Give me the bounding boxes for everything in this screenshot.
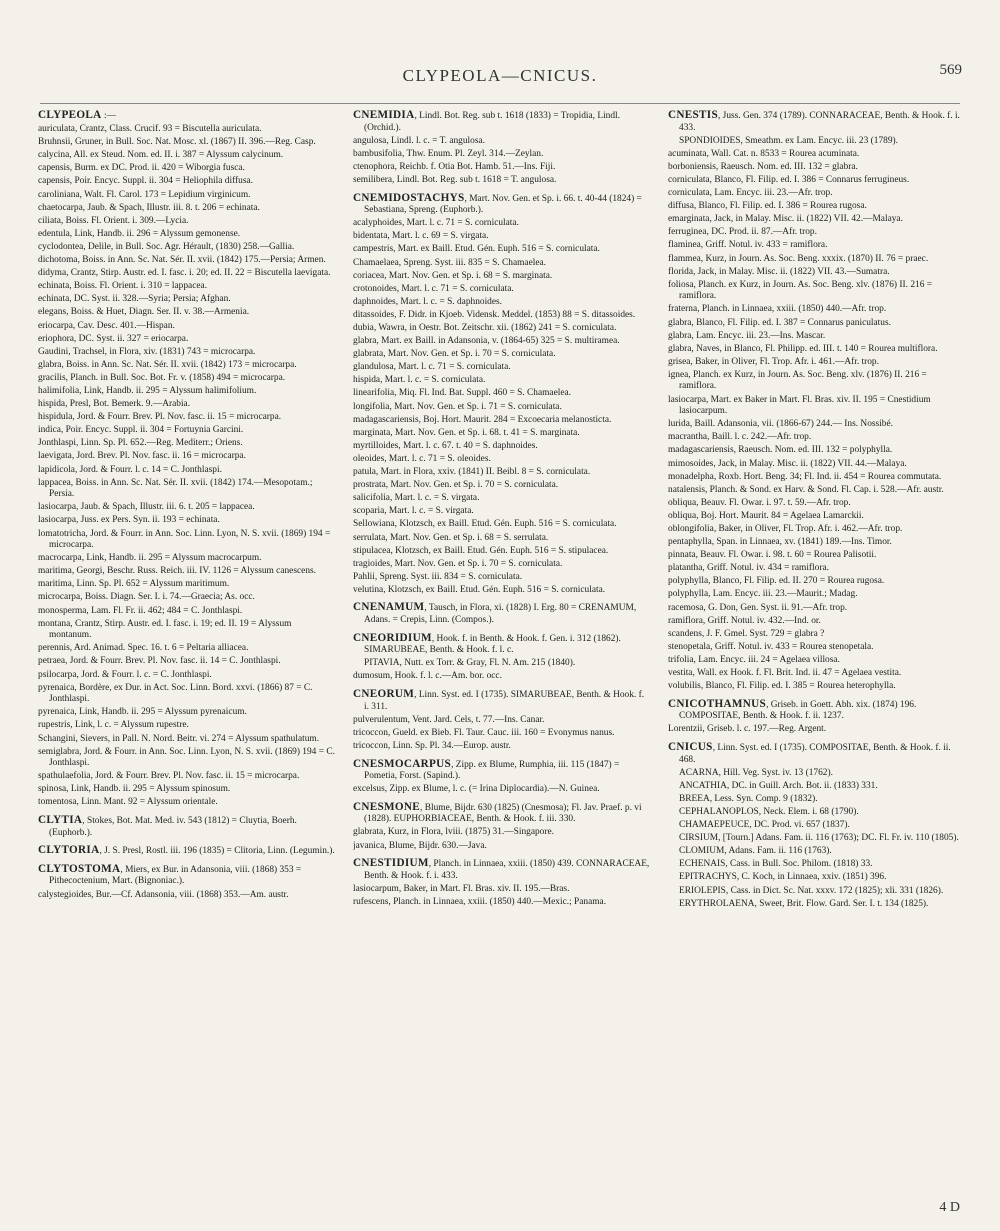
species-entry: tricoccon, Gueld. ex Bieb. Fl. Taur. Cauc. iii. 160 = Evonymus nanus. [353, 727, 615, 738]
species-entry: tricoccon, Linn. Sp. Pl. 34.—Europ. austr. [353, 740, 511, 751]
species-entry: Lorentzii, Griseb. l. c. 197.—Reg. Argent. [668, 724, 827, 735]
species-entry: tomentosa, Linn. Mant. 92 = Alyssum orientale. [38, 797, 218, 808]
species-entry: echinata, Boiss. Fl. Orient. i. 310 = lappacea. [38, 281, 208, 292]
species-entry: auriculata, Crantz, Class. Crucif. 93 = Biscutella auriculata. [38, 124, 262, 135]
species-entry: ditassoides, F. Didr. in Kjoeb. Vidensk. Meddel. (1853) 88 = S. ditassoides. [353, 309, 636, 320]
species-entry: calystegioides, Bur.—Cf. Adansonia, viii. (1868) 353.—Am. austr. [38, 889, 289, 900]
species-entry: dubia, Wawra, in Oestr. Bot. Zeitschr. xii. (1862) 241 = S. corniculata. [353, 323, 617, 333]
species-entry: foliosa, Planch. ex Kurz, in Journ. As. Soc. Beng. xlv. (1876) II. 216 = ramiflora. [668, 279, 933, 302]
species-entry: psilocarpa, Jord. & Fourr. l. c. = C. Jonthlaspi. [38, 669, 212, 680]
species-entry: madagascariensis, Raeusch. Nom. ed. III. 132 = polyphylla. [668, 445, 893, 456]
page-header [0, 0, 1000, 100]
species-entry: pulverulentum, Vent. Jard. Cels, t. 77.—Ins. Canar. [353, 714, 545, 725]
species-entry: glabra, Boiss. in Ann. Sc. Nat. Sér. II. xvii. (1842) 173 = microcarpa. [38, 359, 297, 370]
species-entry: salicifolia, Mart. l. c. = S. virgata. [353, 493, 480, 504]
species-entry: macrocarpa, Link, Handb. ii. 295 = Alyssum macrocarpum. [38, 553, 262, 564]
species-entry: glandulosa, Mart. l. c. 71 = S. corniculata. [353, 362, 511, 373]
genus-citation: , Mart. Nov. Gen. et Sp. i. 66. t. 40-44 (1824) = Sebastiana, Spreng. (Euphorb.). [364, 193, 642, 216]
species-entry: spinosa, Link, Handb. ii. 295 = Alyssum spinosum. [38, 784, 231, 795]
species-entry: vestita, Wall. ex Hook. f. Fl. Brit. Ind. ii. 47 = Agelaea vestita. [668, 668, 902, 679]
genus-entry [38, 845, 336, 858]
genus-citation: , Stokes, Bot. Mat. Med. iv. 543 (1812) = Cluytia, Boerh. (Euphorb.). [49, 816, 297, 838]
species-entry: capensis, Burm. ex DC. Prod. ii. 420 = Wiborgia fusca. [38, 163, 245, 174]
species-entry: Bruhnsii, Gruner, in Bull. Soc. Nat. Mosc. xl. (1867) II. 396.—Reg. Casp. [38, 137, 316, 148]
species-entry: mimosoides, Jack, in Malay. Misc. ii. (1822) VII. 44.—Malaya. [668, 458, 907, 469]
species-entry: oleoides, Mart. l. c. 71 = S. oleoides. [353, 453, 491, 464]
species-entry: capensis, Poir. Encyc. Suppl. ii. 304 = Heliophila diffusa. [38, 176, 253, 187]
species-entry: maritima, Georgi, Beschr. Russ. Reich. iii. IV. 1126 = Alyssum canescens. [38, 566, 316, 577]
species-entry: oblongifolia, Baker, in Oliver, Fl. Trop. Afr. i. 462.—Afr. trop. [668, 524, 903, 534]
genus-name: CLYTORIA [38, 844, 100, 857]
column-right [668, 110, 963, 1182]
species-entry: hispidula, Jord. & Fourr. Brev. Pl. Nov. fasc. ii. 15 = microcarpa. [38, 412, 282, 423]
species-entry: emarginata, Jack, in Malay. Misc. ii. (1822) VII. 42.—Malaya. [668, 214, 903, 225]
species-entry: Sellowiana, Klotzsch, ex Baill. Etud. Gén. Euph. 516 = S. corniculata. [353, 519, 617, 530]
species-entry: florida, Jack, in Malay. Misc. ii. (1822) VII. 43.—Sumatra. [668, 266, 890, 277]
species-entry: corniculata, Lam. Encyc. iii. 23.—Afr. trop. [668, 188, 833, 199]
species-entry: volubilis, Blanco, Fl. Filip. ed. I. 385 = Rourea heterophylla. [668, 681, 896, 692]
species-entry: diffusa, Blanco, Fl. Filip. ed. I. 386 = Rourea rugosa. [668, 201, 867, 212]
species-entry: monosperma, Lam. Fl. Fr. ii. 462; 484 = C. Jonthlaspi. [38, 605, 243, 616]
species-entry: scoparia, Mart. l. c. = S. virgata. [353, 506, 474, 517]
species-entry: velutina, Klotzsch, ex Baill. Etud. Gén. Euph. 516 = S. corniculata. [353, 584, 606, 595]
page-number: 569 [939, 62, 962, 78]
species-entry: pyrenaica, Link, Handb. ii. 295 = Alyssum pyrenaicum. [38, 707, 247, 718]
species-entry: excelsus, Zipp. ex Blume, l. c. (= Irina Diplocardia).—N. Guinea. [353, 784, 600, 795]
genus-entry [353, 633, 651, 657]
genus-name: CLYTOSTOMA [38, 862, 121, 875]
species-entry: indica, Poir. Encyc. Suppl. ii. 304 = Fortuynia Garcini. [38, 425, 244, 436]
genus-entry [38, 864, 336, 888]
species-entry: linearifolia, Miq. Fl. Ind. Bat. Suppl. 460 = S. Chamaelea. [353, 388, 572, 399]
synonym-genus: ACARNA, Hill. Veg. Syst. iv. 13 (1762). [679, 767, 833, 778]
header-rule [40, 103, 960, 104]
species-entry: serrulata, Mart. Nov. Gen. et Sp. i. 68 = S. serrulata. [353, 532, 549, 543]
species-entry: macrantha, Baill. l. c. 242.—Afr. trop. [668, 432, 812, 443]
genus-name: CNEMIDIA [353, 110, 415, 121]
genus-entry [353, 858, 651, 882]
species-entry: chaetocarpa, Jaub. & Spach, Illustr. iii. 8. t. 206 = echinata. [38, 202, 260, 213]
species-entry: tragioides, Mart. Nov. Gen. et Sp. i. 70 = S. corniculata. [353, 558, 563, 569]
species-entry: ciliata, Boiss. Fl. Orient. i. 309.—Lycia. [38, 215, 189, 226]
species-entry: marginata, Mart. Nov. Gen. et Sp. i. 68. t. 41 = S. marginata. [353, 427, 580, 438]
synonym-genus: ERIOLEPIS, Cass. in Dict. Sc. Nat. xxxv. 172 (1825); xli. 331 (1826). [679, 885, 944, 896]
running-title: CLYPEOLA—CNICUS. [402, 66, 598, 85]
species-entry: halimifolia, Link, Handb. ii. 295 = Alyssum halimifolium. [38, 385, 257, 396]
genus-name: CNESTIS [668, 110, 718, 121]
species-entry: Pahlii, Spreng. Syst. iii. 834 = S. corniculata. [353, 571, 523, 582]
genus-entry [668, 110, 963, 134]
genus-entry [353, 689, 651, 713]
genus-citation: , Tausch, in Flora, xi. (1828) I. Erg. 80 = CRENAMUM, Adans. = Crepis, Linn. (Compos.). [364, 603, 637, 626]
species-entry: lomatotricha, Jord. & Fourr. in Ann. Soc. Linn. Lyon, N. S. xvii. (1869) 194 = microcarpa. [38, 528, 331, 551]
species-entry: dumosum, Hook. f. l. c.—Am. bor. occ. [353, 671, 502, 682]
species-entry: eriocarpa, Cav. Desc. 401.—Hispan. [38, 320, 175, 331]
genus-citation: , J. S. Presl, Rostl. iii. 196 (1835) = Clitoria, Linn. (Legumin.). [99, 846, 335, 857]
species-entry: corniculata, Blanco, Fl. Filip. ed. I. 386 = Connarus ferrugineus. [668, 174, 910, 185]
species-entry: glabra, Naves, in Blanco, Fl. Philipp. ed. III. t. 140 = Rourea multiflora. [668, 343, 938, 354]
genus-name: CNICOTHAMNUS [668, 697, 767, 710]
genus-name: CNEORIDIUM [353, 631, 432, 644]
species-entry: coriacea, Mart. Nov. Gen. et Sp. i. 68 = S. marginata. [353, 270, 553, 281]
genus-name: CNICUS [668, 741, 713, 753]
genus-citation: , Blume, Bijdr. 630 (1825) (Cnesmosa); Fl. Jav. Praef. p. vi (1828). EUPHORBIACEAE, Benth. & Hook. f. iii. 330. [364, 802, 642, 825]
species-entry: lapidicola, Jord. & Fourr. l. c. 14 = C. Jonthlaspi. [38, 464, 222, 475]
species-entry: Gaudini, Trachsel, in Flora, xiv. (1831) 743 = microcarpa. [38, 346, 256, 357]
species-entry: bambusifolia, Thw. Enum. Pl. Zeyl. 314.—Zeylan. [353, 148, 544, 159]
species-entry: obliqua, Boj. Hort. Maurit. 84 = Agelaea Lamarckii. [668, 510, 864, 521]
species-entry: rupestris, Link, l. c. = Alyssum rupestre. [38, 720, 189, 731]
synonym-genus: SPONDIOIDES, Smeathm. ex Lam. Encyc. iii. 23 (1789). [679, 135, 898, 146]
species-entry: petraea, Jord. & Fourr. Brev. Pl. Nov. fasc. ii. 14 = C. Jonthlaspi. [38, 656, 281, 667]
genus-citation: , Lindl. Bot. Reg. sub t. 1618 (1833) = Tropidia, Lindl. (Orchid.). [364, 111, 621, 133]
species-entry: racemosa, G. Don, Gen. Syst. ii. 91.—Afr. trop. [668, 602, 848, 613]
genus-entry [353, 759, 651, 783]
species-entry: eriophora, DC. Syst. ii. 327 = eriocarpa. [38, 333, 189, 344]
species-entry: pyrenaica, Bordère, ex Dur. in Act. Soc. Linn. Bord. xxvi. (1866) 87 = C. Jonthlaspi. [38, 682, 313, 705]
species-entry: glabra, Blanco, Fl. Filip. ed. I. 387 = Connarus paniculatus. [668, 317, 891, 328]
species-entry: pentaphylla, Span. in Linnaea, xv. (1841) 189.—Ins. Timor. [668, 537, 892, 548]
index-columns [38, 110, 963, 1182]
species-entry: lasiocarpum, Baker, in Mart. Fl. Bras. xiv. II. 195.—Bras. [353, 883, 570, 894]
synonym-genus: CIRSIUM, [Tourn.] Adans. Fam. ii. 116 (1763); DC. Fl. Fr. iv. 110 (1805). [679, 833, 959, 844]
species-entry: fraterna, Planch. in Linnaea, xxiii. (1850) 440.—Afr. trop. [668, 304, 887, 315]
species-entry: hispida, Mart. l. c. = S. corniculata. [353, 375, 486, 386]
synonym-genus: PITAVIA, Nutt. ex Torr. & Gray, Fl. N. Am. 215 (1840). [364, 658, 576, 669]
genus-entry [353, 110, 651, 134]
genus-entry [38, 110, 336, 123]
genus-name: CNEORUM [353, 688, 415, 701]
synonym-genus: CLOMIUM, Adans. Fam. ii. 116 (1763). [679, 846, 832, 857]
column-middle [353, 110, 651, 1182]
species-entry: gracilis, Planch. in Bull. Soc. Bot. Fr. v. (1858) 494 = microcarpa. [38, 372, 286, 383]
species-entry: lurida, Baill. Adansonia, vii. (1866-67) 244.— Ins. Nossibé. [668, 419, 893, 430]
genus-citation: , Planch. in Linnaea, xxiii. (1850) 439. CONNARACEAE, Benth. & Hook. f. i. 433. [364, 859, 650, 881]
species-entry: lappacea, Boiss. in Ann. Sc. Nat. Sér. II. xvii. (1842) 174.—Mesopotam.; Persia. [38, 477, 313, 500]
species-entry: rufescens, Planch. in Linnaea, xxiii. (1850) 440.—Mexic.; Panama. [353, 896, 607, 907]
species-entry: glabrata, Mart. Nov. Gen. et Sp. i. 70 = S. corniculata. [353, 349, 556, 360]
species-entry: Schangini, Sievers, in Pall. N. Nord. Beitr. vi. 274 = Alyssum spathulatum. [38, 733, 320, 744]
synonym-genus: EPITRACHYS, C. Koch, in Linnaea, xxiv. (1851) 396. [679, 872, 887, 883]
species-entry: caroliniana, Walt. Fl. Carol. 173 = Lepidium virginicum. [38, 189, 251, 200]
genus-name: CNESTIDIUM [353, 857, 429, 870]
genus-entry [668, 742, 963, 766]
species-entry: pinnata, Beauv. Fl. Owar. i. 98. t. 60 = Rourea Palisotii. [668, 550, 877, 561]
species-entry: daphnoides, Mart. l. c. = S. daphnoides. [353, 296, 503, 307]
species-entry: hispida, Presl, Bot. Bemerk. 9.—Arabia. [38, 399, 191, 410]
species-entry: microcarpa, Boiss. Diagn. Ser. I. i. 74.—Graecia; As. occ. [38, 592, 255, 603]
genus-citation: :— [104, 111, 116, 121]
species-entry: flaminea, Griff. Notul. iv. 433 = ramiflora. [668, 240, 828, 251]
genus-citation: , Linn. Syst. ed. I (1735). COMPOSITAE, Benth. & Hook. f. ii. 468. [679, 743, 951, 765]
species-entry: dichotoma, Boiss. in Ann. Sc. Nat. Sér. II. xvii. (1842) 175.—Persia; Armen. [38, 255, 326, 266]
genus-citation: , Zipp. ex Blume, Rumphia, iii. 115 (1847) = Pometia, Forst. (Sapind.). [364, 759, 620, 782]
species-entry: spathulaefolia, Jord. & Fourr. Brev. Pl. Nov. fasc. ii. 15 = microcarpa. [38, 771, 300, 782]
species-entry: madagascariensis, Boj. Hort. Maurit. 284 = Excoecaria melanosticta. [353, 414, 612, 425]
genus-name: CNEMIDOSTACHYS [353, 191, 465, 204]
species-entry: platantha, Griff. Notul. iv. 434 = ramiflora. [668, 563, 829, 574]
species-entry: glabrata, Kurz, in Flora, lviii. (1875) 31.—Singapore. [353, 827, 554, 838]
genus-citation: , Linn. Syst. ed. I (1735). SIMARUBEAE, Benth. & Hook. f. i. 311. [364, 690, 645, 712]
species-entry: ramiflora, Griff. Notul. iv. 432.—Ind. or. [668, 615, 821, 626]
species-entry: longifolia, Mart. Nov. Gen. et Sp. i. 71 = S. corniculata. [353, 401, 562, 412]
species-entry: lasiocarpa, Mart. ex Baker in Mart. Fl. Bras. xiv. II. 195 = Cnestidium lasiocarpum. [668, 394, 931, 417]
signature-mark: 4 D [939, 1200, 960, 1215]
synonym-genus: ECHENAIS, Cass. in Bull. Soc. Philom. (1818) 33. [679, 859, 873, 870]
species-entry: cyclodontea, Delile, in Bull. Soc. Agr. Hérault, (1830) 258.—Gallia. [38, 241, 295, 252]
species-entry: acalyphoides, Mart. l. c. 71 = S. corniculata. [353, 218, 519, 229]
species-entry: crotonoides, Mart. l. c. 71 = S. corniculata. [353, 283, 514, 294]
species-entry: Jonthlaspi, Linn. Sp. Pl. 652.—Reg. Mediterr.; Oriens. [38, 438, 243, 449]
species-entry: prostrata, Mart. Nov. Gen. et Sp. i. 70 = S. corniculata. [353, 480, 559, 491]
genus-entry [668, 699, 963, 723]
genus-name: CNENAMUM [353, 601, 425, 614]
species-entry: javanica, Blume, Bijdr. 630.—Java. [353, 840, 487, 851]
species-entry: Chamaelaea, Spreng. Syst. iii. 835 = S. Chamaelea. [353, 257, 547, 268]
species-entry: polyphylla, Lam. Encyc. iii. 23.—Maurit.; Madag. [668, 589, 858, 600]
species-entry: lasiocarpa, Jaub. & Spach, Illustr. iii. 6. t. 205 = lappacea. [38, 502, 255, 513]
species-entry: bidentata, Mart. l. c. 69 = S. virgata. [353, 231, 489, 242]
species-entry: montana, Crantz, Stirp. Austr. ed. I. fasc. i. 19; ed. II. 19 = Alyssum montanum. [38, 618, 292, 641]
genus-citation: , Miers, ex Bur. in Adansonia, viii. (1868) 353 = Pithecoctenium, Mart. (Bignoniac.). [49, 864, 302, 887]
species-entry: myrtilloides, Mart. l. c. 67. t. 40 = S. daphnoides. [353, 440, 538, 451]
synonym-genus: CEPHALANOPLOS, Neck. Elem. i. 68 (1790). [679, 806, 859, 817]
species-entry: semilibera, Lindl. Bot. Reg. sub t. 1618 = T. angulosa. [353, 174, 557, 185]
species-entry: ctenophora, Reichb. f. Otia Bot. Hamb. 51.—Ins. Fiji. [353, 161, 556, 172]
genus-citation: , Juss. Gen. 374 (1789). CONNARACEAE, Benth. & Hook. f. i. 433. [679, 111, 960, 133]
species-entry: ignea, Planch. ex Kurz, in Journ. As. Soc. Beng. xlv. (1876) II. 216 = ramiflora. [668, 369, 927, 392]
species-entry: flammea, Kurz, in Journ. As. Soc. Beng. xxxix. (1870) II. 76 = praec. [668, 253, 929, 264]
species-entry: laevigata, Jord. Brev. Pl. Nov. fasc. ii. 16 = microcarpa. [38, 451, 246, 462]
synonym-genus: ERYTHROLAENA, Sweet, Brit. Flow. Gard. Ser. I. t. 134 (1825). [679, 898, 929, 909]
species-entry: edentula, Link, Handb. ii. 296 = Alyssum gemonense. [38, 228, 241, 239]
species-entry: angulosa, Lindl. l. c. = T. angulosa. [353, 135, 485, 146]
column-left [38, 110, 336, 1182]
synonym-genus: CHAMAEPEUCE, DC. Prod. vi. 657 (1837). [679, 820, 850, 831]
species-entry: calycina, All. ex Steud. Nom. ed. II. i. 387 = Alyssum calycinum. [38, 150, 284, 161]
species-entry: grisea, Baker, in Oliver, Fl. Trop. Afr. i. 461.—Afr. trop. [668, 356, 879, 367]
species-entry: glabra, Mart. ex Baill. in Adansonia, v. (1864-65) 325 = S. multiramea. [353, 336, 620, 347]
species-entry: patula, Mart. in Flora, xxiv. (1841) II. Beibl. 8 = S. corniculata. [353, 467, 591, 478]
genus-entry [353, 802, 651, 826]
species-entry: didyma, Crantz, Stirp. Austr. ed. I. fasc. i. 20; ed. II. 22 = Biscutella laevigata. [38, 268, 331, 279]
species-entry: monadelpha, Roxb. Hort. Beng. 34; Fl. Ind. ii. 454 = Rourea commutata. [668, 471, 942, 482]
species-entry: stipulacea, Klotzsch, ex Baill. Etud. Gén. Euph. 516 = S. stipulacea. [353, 545, 609, 556]
species-entry: ferruginea, DC. Prod. ii. 87.—Afr. trop. [668, 227, 817, 238]
species-entry: trifolia, Lam. Encyc. iii. 24 = Agelaea villosa. [668, 654, 840, 665]
species-entry: glabra, Lam. Encyc. iii. 23.—Ins. Mascar. [668, 330, 826, 341]
species-entry: perennis, Ard. Animad. Spec. 16. t. 6 = Peltaria alliacea. [38, 643, 249, 654]
genus-name: CNESMOCARPUS [353, 757, 452, 770]
species-entry: natalensis, Planch. & Sond. ex Harv. & Sond. Fl. Cap. i. 528.—Afr. austr. [668, 484, 944, 495]
species-entry: semiglabra, Jord. & Fourr. in Ann. Soc. Linn. Lyon, N. S. xvii. (1869) 194 = C. Jonthlaspi. [38, 746, 335, 769]
species-entry: scandens, J. F. Gmel. Syst. 729 = glabra ? [668, 628, 825, 639]
genus-citation: , Griseb. in Goett. Abh. xix. (1874) 196. COMPOSITAE, Benth. & Hook. f. ii. 1237. [679, 699, 917, 722]
species-entry: campestris, Mart. ex Baill. Etud. Gén. Euph. 516 = S. corniculata. [353, 244, 600, 255]
species-entry: echinata, DC. Syst. ii. 328.—Syria; Persia; Afghan. [38, 294, 231, 305]
genus-name: CNESMONE [353, 800, 421, 813]
species-entry: acuminata, Wall. Cat. n. 8533 = Rourea acuminata. [668, 148, 860, 159]
species-entry: lasiocarpa, Juss. ex Pers. Syn. ii. 193 = echinata. [38, 515, 220, 526]
genus-entry [353, 193, 651, 217]
genus-entry [38, 815, 336, 839]
synonym-genus: ANCATHIA, DC. in Guill. Arch. Bot. ii. (1833) 331. [679, 780, 878, 791]
species-entry: polyphylla, Blanco, Fl. Filip. ed. II. 270 = Rourea rugosa. [668, 576, 885, 587]
species-entry: borboniensis, Raeusch. Nom. ed. III. 132 = glabra. [668, 161, 858, 172]
genus-citation: , Hook. f. in Benth. & Hook. f. Gen. i. 312 (1862). SIMARUBEAE, Benth. & Hook. f. l. c. [364, 633, 621, 656]
genus-name: CLYTIA [38, 814, 83, 827]
species-entry: stenopetala, Griff. Notul. iv. 433 = Rourea stenopetala. [668, 641, 874, 652]
species-entry: obliqua, Beauv. Fl. Owar. i. 97. t. 59.—Afr. trop. [668, 497, 851, 508]
species-entry: elegans, Boiss. & Huet, Diagn. Ser. II. v. 38.—Armenia. [38, 307, 250, 318]
genus-entry [353, 602, 651, 626]
genus-name: CLYPEOLA [38, 110, 105, 121]
species-entry: maritima, Linn. Sp. Pl. 652 = Alyssum maritimum. [38, 579, 230, 590]
synonym-genus: BREEA, Less. Syn. Comp. 9 (1832). [679, 793, 818, 804]
